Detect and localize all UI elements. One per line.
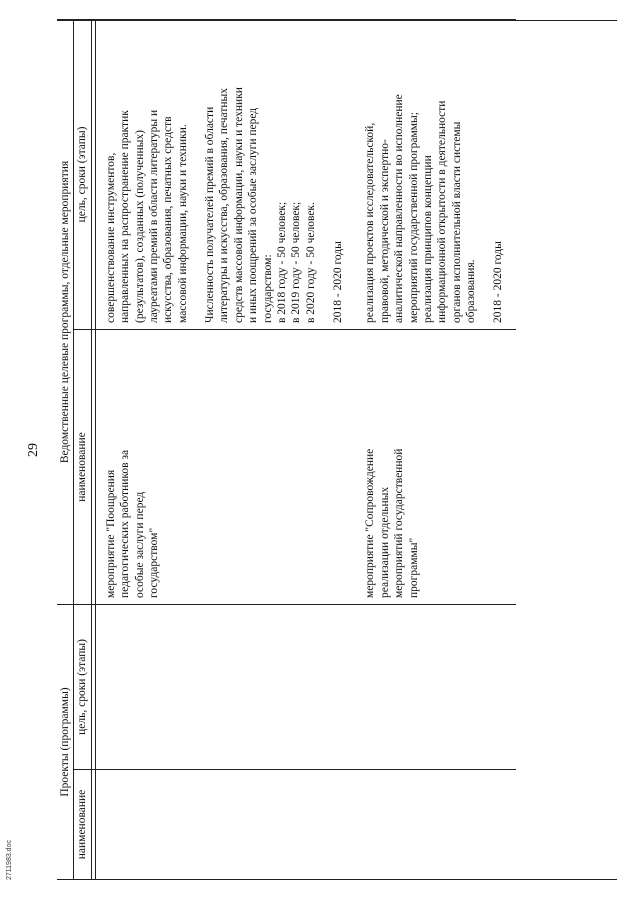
table-row — [95, 19, 355, 879]
header-project-goal: цель, сроки (этапы) — [74, 605, 91, 770]
header-projects: Проекты (программы) — [57, 605, 74, 880]
header-program-goal: цель, сроки (этапы) — [74, 19, 91, 329]
program-goal-text: совершенствование инструментов, направленных на распространение практик (результатов), созданных (полученных) лауреатами премий в области литературы и искусства, образования, печатных средств массовой информации, науки и техники. — [104, 109, 189, 323]
program-goal-cell — [355, 19, 515, 329]
program-goal-cell — [95, 19, 355, 329]
file-name-footer: 2711983.doc — [6, 840, 13, 880]
header-project-name: наименование — [74, 770, 91, 880]
column-header-row — [74, 19, 91, 879]
group-header-row — [57, 19, 74, 879]
page-number: 29 — [26, 443, 41, 457]
rotated-document-page — [22, 20, 612, 880]
program-name-text: мероприятие "Поощрения педагогических работников за особые заслуги перед государством" — [104, 449, 160, 598]
header-program-name: наименование — [74, 330, 91, 605]
project-name-cell — [355, 770, 515, 880]
project-goal-cell — [355, 605, 515, 770]
program-name-text: мероприятие "Сопровождение реализации отдельных мероприятий государственной программы" — [364, 448, 420, 598]
project-name-cell — [95, 770, 355, 880]
header-programs: Ведомственные целевые программы, отдельные мероприятия — [57, 19, 74, 604]
program-period-text: 2018 - 2020 годы — [492, 241, 505, 323]
table-right-border — [57, 20, 617, 21]
program-name-cell — [355, 330, 515, 605]
programs-table — [57, 19, 516, 880]
program-indicator-text: Численность получателей премий в области литературы и искусства, образования, печатных средств массовой информации, науки и техники и иных поощрений за особые заслуги перед государством: в 2018 году - 50 человек; в 2019 году - 50 человек; в 2020 году - 50 человек. — [204, 87, 317, 323]
project-goal-cell — [95, 605, 355, 770]
table-row — [355, 19, 515, 879]
program-name-cell — [95, 330, 355, 605]
program-period-text: 2018 - 2020 годы — [332, 241, 344, 323]
program-goal-text: реализация проектов исследовательской, правовой, методической и экспертно- аналитической направленности во исполнение мероприятий государственной программы; реализация принципов концепции информационной открытости в деятельности органов исполнительной власти системы образования. — [364, 94, 477, 323]
table-left-border — [57, 879, 617, 880]
